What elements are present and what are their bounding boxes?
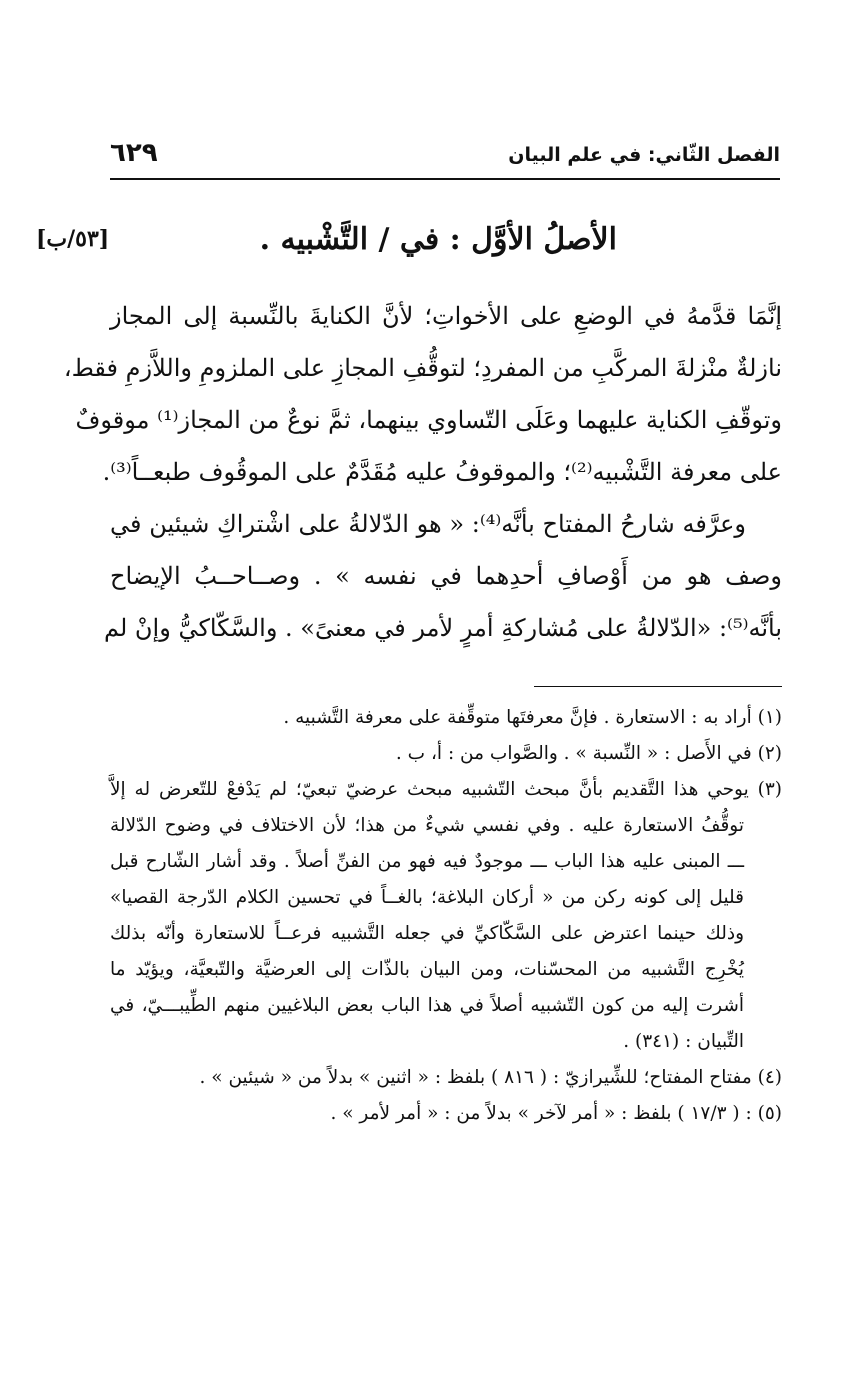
main-text-line: بأنَّه⁽⁵⁾: «الدّلالةُ على مُشاركةِ أمرٍ لأمر في معنىً» . والسَّكّاكيُّ وإنْ لم: [104, 614, 782, 642]
main-text-line: وعرَّفه شارحُ المفتاح بأنَّه⁽⁴⁾: « هو الدّلالةُ على اشْتراكِ شيئين في: [110, 510, 746, 538]
footnote-2: (٢) في الأَصل : « النِّسبة » . والصَّواب من : أ، ب .: [395, 743, 782, 764]
main-text-line: وصف هو من أَوْصافِ أحدِهما في نفسه » . وصــاحــبُ الإيضاح: [110, 562, 782, 590]
main-text-line: نازلةٌ منْزلةَ المركَّبِ من المفردِ؛ لتوقُّفِ المجازِ على الملزومِ واللاَّزمِ فقط،: [63, 354, 782, 382]
header-rule: [110, 178, 780, 180]
footnote-3-line: التِّبيان : (٣٤١) .: [623, 1031, 744, 1052]
main-text-line: وتوقّفِ الكناية عليهما وعَلَى التّساوي بينهما، ثمَّ نوعٌ من المجاز⁽¹⁾ موقوفٌ: [75, 406, 782, 434]
main-text-line: إنَّمَا قدَّمهُ في الوضعِ على الأخواتِ؛ لأنَّ الكنايةَ بالنِّسبة إلى المجاز: [110, 302, 782, 330]
footnote-3-line: وذلك حينما اعترض على السَّكّاكيِّ في جعله التَّشبيه فرعــاً للاستعارة وأنّه بذلك: [110, 923, 744, 944]
footnote-5: (٥) : ( ١٧/٣ ) بلفظ : « أمر لآخر » بدلاً من : « أمر لأمر » .: [330, 1103, 782, 1124]
footnote-3-line: يُخْرِج التَّشبيه من المحسّنات، ومن البيان بالذّات إلى العرضيَّة والتّبعيَّة، ويؤيّد ما: [110, 959, 744, 980]
footnote-1: (١) أراد به : الاستعارة . فإنَّ معرفتَها متوقِّفة على معرفة التَّشبيه .: [283, 707, 782, 728]
footnotes: [110, 700, 782, 1132]
footnote-separator: [534, 686, 782, 687]
footnote-3-line: أشرت إليه من كون التّشبيه أصلاً في هذا الباب بعض البلاغيين منهم الطِّيبـــيّ، في: [110, 995, 744, 1016]
page-number: ٦٢٩: [110, 138, 158, 168]
running-header: [110, 138, 780, 178]
footnote-3: (٣) يوحي هذا التَّقديم بأنَّ مبحث التّشبيه مبحث عرضيّ تبعيّ؛ لم يَدْفعْ للتّعرض له إلاَّ: [110, 779, 782, 800]
footnote-3-line: قليل إلى كونه ركن من « أركان البلاغة؛ بالغــاً في تحسين الكلام الدّرجة القصيا»: [110, 887, 744, 908]
section-heading: الأصلُ الأوَّل : في / التَّشْبيه .: [259, 222, 617, 257]
footnote-4: (٤) مفتاح المفتاح؛ للشِّيرازيّ : ( ٨١٦ ) بلفظ : « اثنين » بدلاً من « شيئين » .: [199, 1067, 782, 1088]
footnote-3-line: توقُّفُ الاستعارة عليه . وفي نفسي شيءٌ من هذا؛ لأن الاختلاف في وضوح الدّلالة: [110, 815, 744, 836]
footnote-3-line: ـــ المبنى عليه هذا الباب ـــ موجودٌ فيه فهو من الفنِّ أصلاً . وقد أشار الشّارح قبل: [110, 851, 744, 872]
main-text-line: على معرفة التَّشْبيه⁽²⁾؛ والموقوفُ عليه مُقَدَّمٌ على الموقُوف طبعــاً⁽³⁾.: [102, 458, 782, 486]
main-text: [63, 290, 782, 654]
manuscript-folio-reference: [٥٣/ب]: [36, 226, 110, 252]
chapter-title: الفصل الثّاني: في علم البيان: [508, 144, 780, 166]
